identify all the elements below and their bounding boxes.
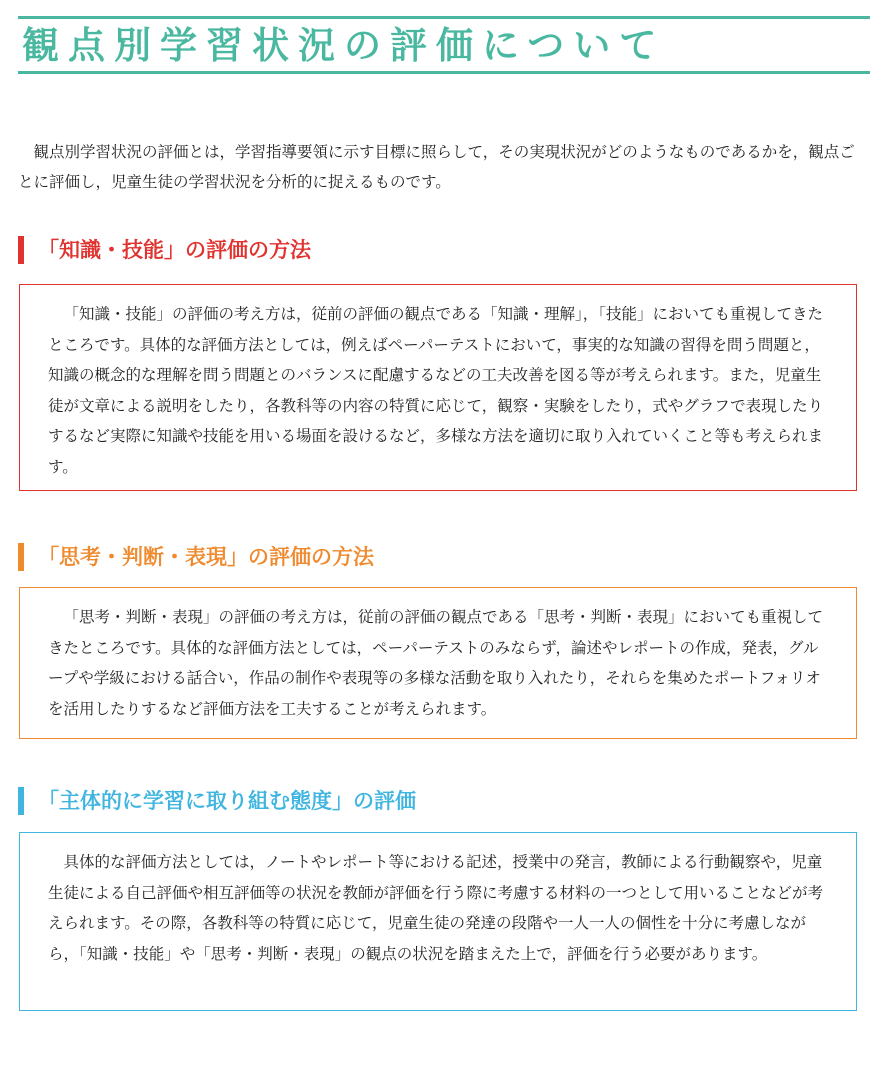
page-title: 観点別学習状況の評価について [22, 24, 666, 67]
title-banner [18, 16, 870, 74]
section-body-thinking-judgment-expression: 「思考・判断・表現」の評価の考え方は，従前の評価の観点である「思考・判断・表現」においても重視してきたところです。具体的な評価方法としては，ペーパーテストのみならず，論述やレポートの作成，発表，グループや学級における話合い，作品の制作や表現等の多様な活動を取り入れたり，それらを集めたポートフォリオを活用したりするなど評価方法を工夫することが考えられます。 [48, 608, 824, 718]
section-heading-knowledge-skills: 「知識・技能」の評価の方法 [18, 236, 311, 264]
section-body-knowledge-skills: 「知識・技能」の評価の考え方は，従前の評価の観点である「知識・理解」，「技能」においても重視してきたところです。具体的な評価方法としては，例えばペーパーテストにおいて，事実的な知識の習得を問う問題と，知識の概念的な理解を問う問題とのバランスに配慮するなどの工夫改善を図る等が考えられます。また，児童生徒が文章による説明をしたり，各教科等の内容の特質に応じて，観察・実験をしたり，式やグラフで表現したりするなど実際に知識や技能を用いる場面を設けるなど，多様な方法を適切に取り入れていくこと等も考えられます。 [48, 305, 824, 476]
section-heading-attitude: 「主体的に学習に取り組む態度」の評価 [18, 787, 416, 815]
section-box-thinking-judgment-expression [19, 587, 857, 739]
section-box-knowledge-skills [19, 284, 857, 491]
section-heading-thinking-judgment-expression: 「思考・判断・表現」の評価の方法 [18, 543, 374, 571]
section-box-attitude [19, 832, 857, 1011]
section-body-attitude: 具体的な評価方法としては，ノートやレポート等における記述，授業中の発言，教師による行動観察や，児童生徒による自己評価や相互評価等の状況を教師が評価を行う際に考慮する材料の一つとして用いることなどが考えられます。その際，各教科等の特質に応じて，児童生徒の発達の段階や一人一人の個性を十分に考慮しながら，「知識・技能」や「思考・判断・表現」の観点の状況を踏まえた上で，評価を行う必要があります。 [48, 853, 824, 963]
intro-paragraph: 観点別学習状況の評価とは，学習指導要領に示す目標に照らして，その実現状況がどのようなものであるかを，観点ごとに評価し，児童生徒の学習状況を分析的に捉えるものです。 [18, 143, 855, 191]
